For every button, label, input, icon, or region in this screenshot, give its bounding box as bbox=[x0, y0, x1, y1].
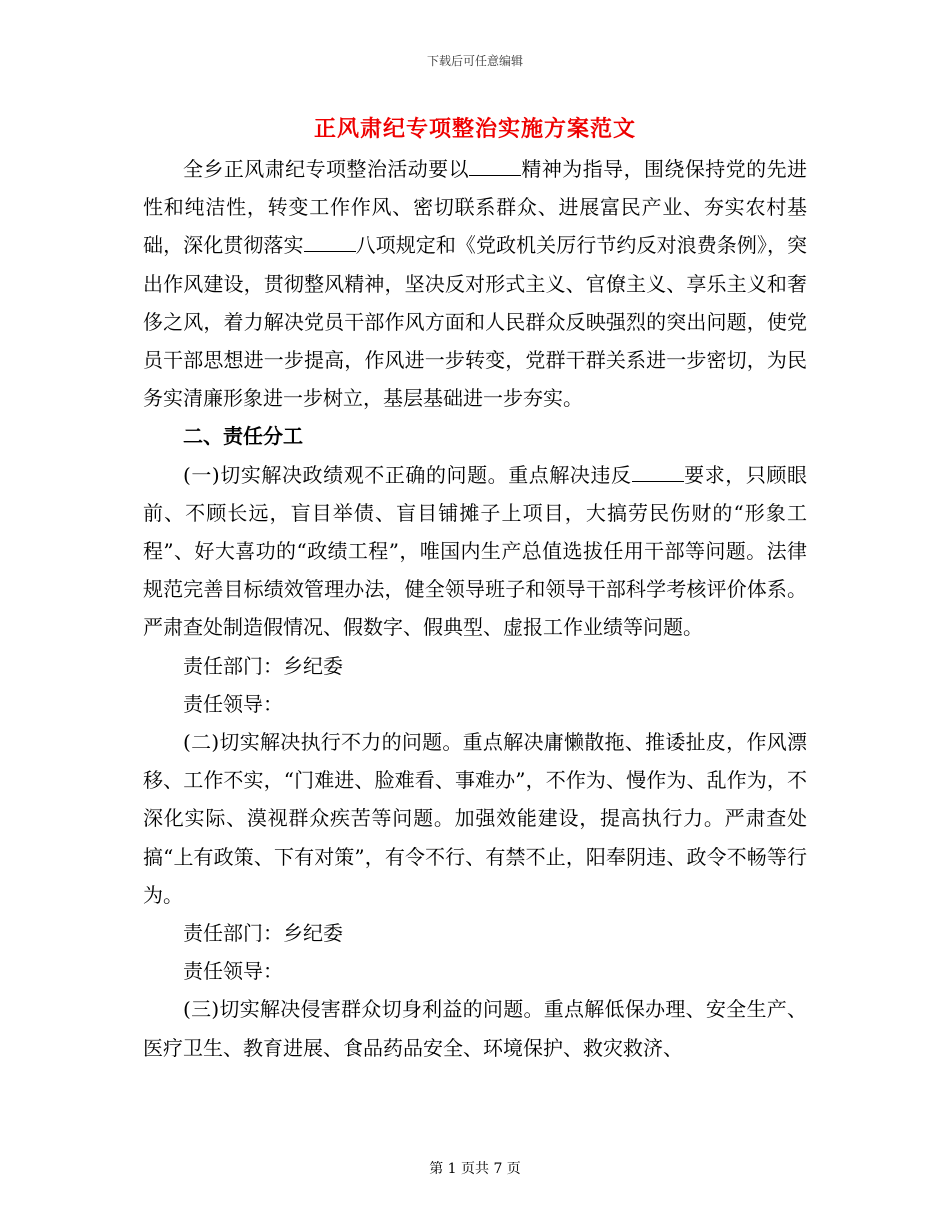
item-2-leader: 责任领导： bbox=[183, 959, 283, 984]
item-2-department: 责任部门：乡纪委 bbox=[183, 921, 343, 946]
paragraph-item-2: (二)切实解决执行不力的问题。重点解决庸懒散拖、推诿扯皮，作风漂移、工作不实，“门难进、脸难看、事难办”，不作为、慢作为、乱作为，不深化实际、漠视群众疾苦等问题。加强效能建设，提高执行力。严肃查处搞“上有政策、下有对策”，有令不行、有禁不止，阳奉阴违、政令不畅等行为。 bbox=[143, 730, 807, 907]
document-title: 正风肃纪专项整治实施方案范文 bbox=[313, 116, 636, 142]
blank-line bbox=[469, 174, 521, 176]
item-1-part-2: 要求，只顾眼前、不顾长远，盲目举债、盲目铺摊子上项目，大搞劳民伤财的“形象工程”、好大喜功的“政绩工程”，唯国内生产总值选拔任用干部等问题。法律规范完善目标绩效管理办法，健全领导班子和领导干部科学考核评价体系。严肃查处制造假情况、假数字、假典型、虚报工作业绩等问题。 bbox=[143, 462, 808, 640]
header-note: 下载后可任意编辑 bbox=[426, 54, 523, 68]
paragraph-item-1 bbox=[143, 456, 807, 647]
item-1-part-1: (一)切实解决政绩观不正确的问题。重点解决违反 bbox=[183, 462, 632, 487]
item-1-department: 责任部门：乡纪委 bbox=[183, 653, 343, 678]
item-1-leader: 责任领导： bbox=[183, 691, 283, 716]
intro-part-2: 精神为指导，围绕保持党的先进性和纯洁性，转变工作作风、密切联系群众、进展富民产业、夯实农村基础，深化贯彻落实 bbox=[143, 157, 807, 258]
intro-part-1: 全乡正风肃纪专项整治活动要以 bbox=[183, 157, 469, 181]
section-heading: 二、责任分工 bbox=[183, 424, 303, 449]
intro-part-3: 八项规定和《党政机关厉行节约反对浪费条例》，突出作风建设，贯彻整风精神，坚决反对形式主义、官僚主义、享乐主义和奢侈之风，着力解决党员干部作风方面和人民群众反映强烈的突出问题，使党员干部思想进一步提高，作风进一步转变，党群干群关系进一步密切，为民务实清廉形象进一步树立，基层基础进一步夯实。 bbox=[143, 233, 808, 411]
page-footer: 第 1 页共 7 页 bbox=[429, 1161, 521, 1177]
paragraph-intro bbox=[143, 150, 807, 417]
blank-line bbox=[632, 480, 684, 482]
paragraph-item-3: (三)切实解决侵害群众切身利益的问题。重点解低保办理、安全生产、医疗卫生、教育进展、食品药品安全、环境保护、救灾救济、 bbox=[143, 997, 807, 1060]
document-body bbox=[143, 150, 807, 1067]
blank-line bbox=[304, 250, 356, 252]
